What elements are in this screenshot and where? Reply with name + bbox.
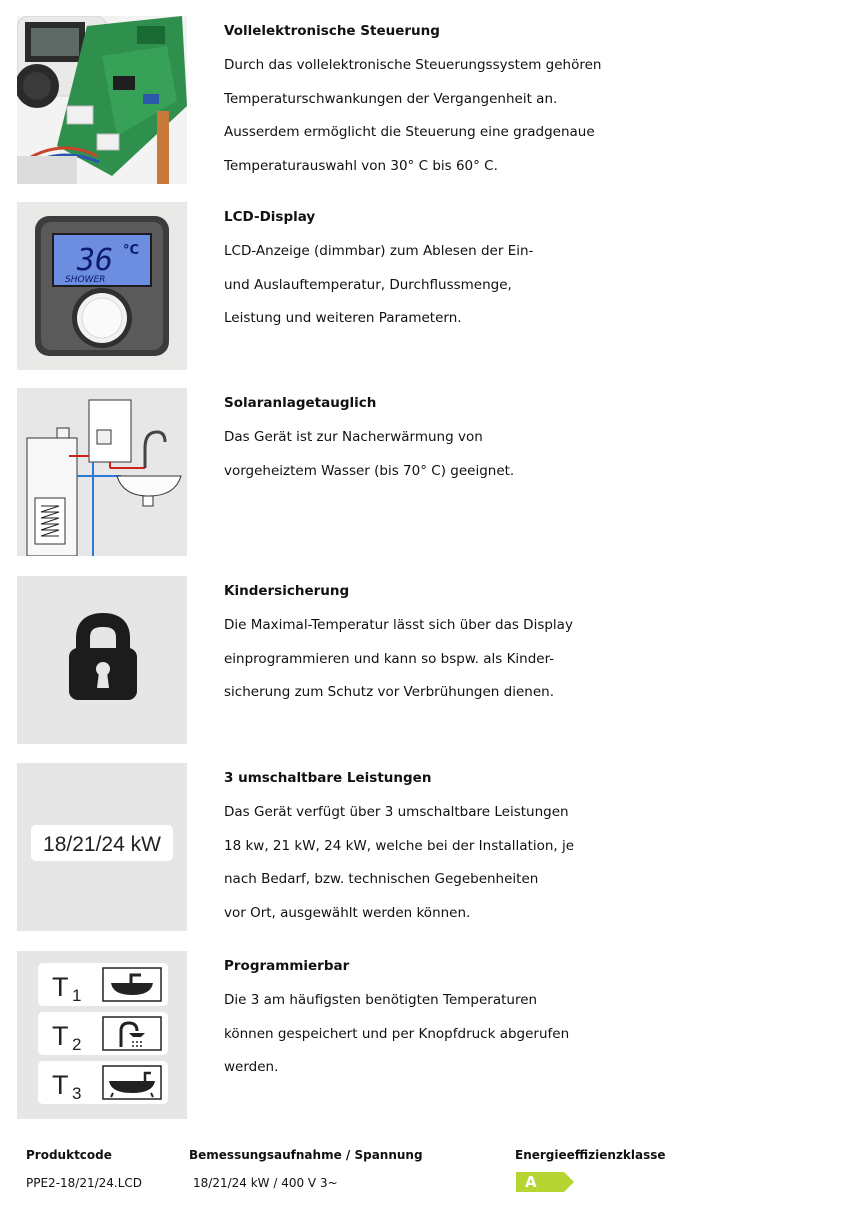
preset-3-sub: 3	[72, 1084, 82, 1103]
feature-title: Programmierbar	[224, 958, 350, 974]
feature-text-line: Das Gerät verfügt über 3 umschaltbare Leistungen	[224, 804, 569, 820]
power-badge-icon	[17, 763, 187, 931]
preset-3-letter: T	[52, 1070, 69, 1100]
child-lock-image	[17, 576, 187, 744]
preset-2-letter: T	[52, 1021, 69, 1051]
feature-text-line: Leistung und weiteren Parametern.	[224, 310, 462, 326]
feature-text-line: Die 3 am häufigsten benötigten Temperaturen	[224, 992, 538, 1008]
solar-water-heater-icon	[17, 388, 187, 556]
feature-title: LCD-Display	[224, 209, 316, 225]
power-levels-image	[17, 763, 187, 931]
feature-text-line: 18 kw, 21 kW, 24 kW, welche bei der Installation, je	[224, 837, 575, 854]
control-board-image	[17, 16, 187, 184]
feature-switchable-power	[0, 763, 849, 935]
lcd-display-icon	[17, 202, 187, 370]
feature-text-line: vor Ort, ausgewählt werden können.	[224, 904, 471, 921]
lcd-display-image	[17, 202, 187, 370]
feature-text-line: nach Bedarf, bzw. technischen Gegebenheiten	[224, 871, 539, 887]
product-specs	[0, 1140, 849, 1210]
feature-lcd-display	[0, 202, 849, 374]
energy-class-badge	[516, 1172, 574, 1192]
presets-icon	[17, 951, 187, 1119]
feature-title: Solaranlagetauglich	[224, 395, 377, 411]
feature-text-line: Durch das vollelektronische Steuerungssystem gehören	[224, 57, 602, 73]
rating-label: Bemessungsaufnahme / Spannung	[189, 1148, 423, 1162]
padlock-icon	[17, 576, 187, 744]
feature-title: Vollelektronische Steuerung	[224, 23, 440, 39]
energy-class-value: A	[525, 1173, 537, 1191]
lcd-mode: SHOWER	[65, 275, 106, 285]
feature-text-line: und Auslauftemperatur, Durchflussmenge,	[224, 276, 512, 293]
feature-text-line: einprogrammieren und kann so bspw. als Kinder-	[224, 650, 555, 667]
solar-installation-diagram	[17, 388, 187, 556]
lcd-unit: °C	[123, 243, 140, 258]
product-code-label: Produktcode	[26, 1148, 112, 1162]
circuit-board-icon	[17, 16, 187, 184]
feature-text-line: Das Gerät ist zur Nacherwärmung von	[224, 429, 483, 445]
feature-child-lock	[0, 576, 849, 748]
feature-text-line: Temperaturauswahl von 30° C bis 60° C.	[224, 157, 498, 174]
feature-text-line: sicherung zum Schutz vor Verbrühungen dienen.	[224, 684, 554, 700]
power-badge-text: 18/21/24 kW	[43, 833, 161, 856]
energy-class-label: Energieeffizienzklasse	[515, 1148, 666, 1162]
feature-text-line: Die Maximal-Temperatur lässt sich über das Display	[224, 617, 573, 633]
preset-1-sub: 1	[72, 986, 82, 1005]
lcd-temperature: 36	[77, 243, 114, 278]
feature-text-line: Ausserdem ermöglicht die Steuerung eine gradgenaue	[224, 124, 595, 140]
preset-2-sub: 2	[72, 1035, 82, 1054]
feature-title: Kindersicherung	[224, 583, 350, 599]
feature-text-line: Temperaturschwankungen der Vergangenheit an.	[224, 90, 558, 107]
feature-text-line: LCD-Anzeige (dimmbar) zum Ablesen der Ein-	[224, 243, 534, 259]
product-code-value: PPE2-18/21/24.LCD	[26, 1176, 143, 1190]
feature-programmable	[0, 951, 849, 1123]
feature-text-line: werden.	[224, 1059, 279, 1075]
preset-1-letter: T	[52, 972, 69, 1002]
rating-value: 18/21/24 kW / 400 V 3~	[193, 1176, 338, 1190]
feature-title: 3 umschaltbare Leistungen	[224, 770, 432, 786]
temperature-presets-image	[17, 951, 187, 1119]
feature-electronic-control	[0, 16, 849, 188]
feature-text-line: können gespeichert und per Knopfdruck abgerufen	[224, 1025, 570, 1042]
feature-solar-compatible	[0, 388, 849, 560]
feature-text-line: vorgeheiztem Wasser (bis 70° C) geeignet.	[224, 462, 515, 479]
